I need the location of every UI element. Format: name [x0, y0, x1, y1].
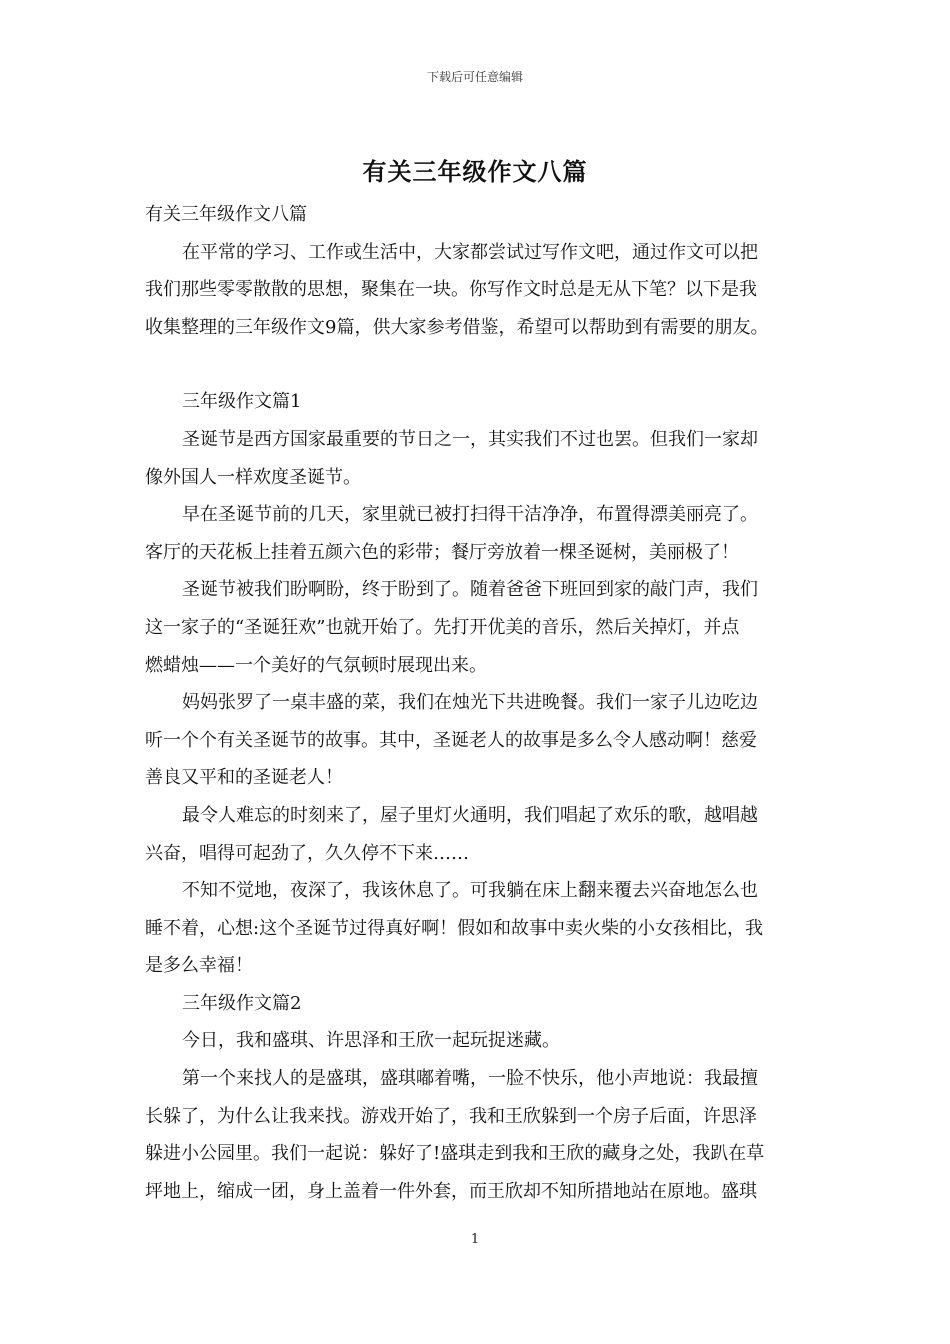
paragraph-line: 长躲了，为什么让我来找。游戏开始了，我和王欣躲到一个房子后面，许思泽 — [145, 1105, 757, 1127]
intro-line: 在平常的学习、工作或生活中，大家都尝试过写作文吧，通过作文可以把 — [182, 241, 758, 263]
header-note: 下载后可任意编辑 — [426, 70, 523, 84]
paragraph-line: 躲进小公园里。我们一起说：躲好了!盛琪走到我和王欣的藏身之处，我趴在草 — [145, 1143, 765, 1165]
paragraph-line: 妈妈张罗了一桌丰盛的菜，我们在烛光下共进晚餐。我们一家子儿边吃边 — [182, 692, 758, 714]
section-heading: 三年级作文篇1 — [182, 391, 302, 413]
paragraph-line: 早在圣诞节前的几天，家里就已被打扫得干洁净净，布置得漂美丽亮了。 — [182, 504, 758, 526]
intro-line: 我们那些零零散散的思想，聚集在一块。你写作文时总是无从下笔？以下是我 — [145, 279, 757, 301]
blank-line — [145, 346, 813, 383]
paragraph-line: 客厅的天花板上挂着五颜六色的彩带；餐厅旁放着一棵圣诞树，美丽极了！ — [145, 541, 739, 563]
paragraph-line: 圣诞节是西方国家最重要的节日之一，其实我们不过也罢。但我们一家却 — [182, 428, 758, 450]
page-number: 1 — [470, 1232, 480, 1247]
paragraph-line: 圣诞节被我们盼啊盼，终于盼到了。随着爸爸下班回到家的敲门声，我们 — [182, 579, 758, 601]
paragraph-line: 像外国人一样欢度圣诞节。 — [145, 466, 361, 488]
paragraph-line: 这一家子的“圣诞狂欢”也就开始了。先打开优美的音乐，然后关掉灯，并点 — [145, 616, 740, 638]
paragraph-line: 善良又平和的圣诞老人！ — [145, 767, 343, 789]
paragraph-line: 不知不觉地，夜深了，我该休息了。可我躺在床上翻来覆去兴奋地怎么也 — [182, 880, 758, 902]
paragraph-line: 兴奋，唱得可起劲了，久久停不下来…… — [145, 842, 469, 864]
paragraph-line: 坪地上，缩成一团，身上盖着一件外套，而王欣却不知所措地站在原地。盛琪 — [145, 1180, 757, 1202]
paragraph-line: 睡不着，心想:这个圣诞节过得真好啊！假如和故事中卖火柴的小女孩相比，我 — [145, 917, 764, 939]
section-heading: 三年级作文篇2 — [182, 992, 302, 1014]
document-title: 有关三年级作文八篇 — [362, 157, 588, 186]
paragraph-line: 是多么幸福！ — [145, 955, 253, 977]
paragraph-line: 第一个来找人的是盛琪，盛琪嘟着嘴，一脸不快乐，他小声地说：我最擅 — [182, 1068, 758, 1090]
paragraph-line: 最令人难忘的时刻来了，屋子里灯火通明，我们唱起了欢乐的歌，越唱越 — [182, 804, 758, 826]
paragraph-line: 燃蜡烛——一个美好的气氛顿时展现出来。 — [145, 654, 487, 676]
paragraph-line: 今日，我和盛琪、许思泽和王欣一起玩捉迷藏。 — [182, 1030, 560, 1052]
document-subtitle: 有关三年级作文八篇 — [145, 204, 307, 225]
document-body — [145, 196, 813, 1210]
intro-line: 收集整理的三年级作文9篇，供大家参考借鉴，希望可以帮助到有需要的朋友。 — [145, 316, 769, 338]
paragraph-line: 听一个个有关圣诞节的故事。其中，圣诞老人的故事是多么令人感动啊！慈爱 — [145, 729, 757, 751]
